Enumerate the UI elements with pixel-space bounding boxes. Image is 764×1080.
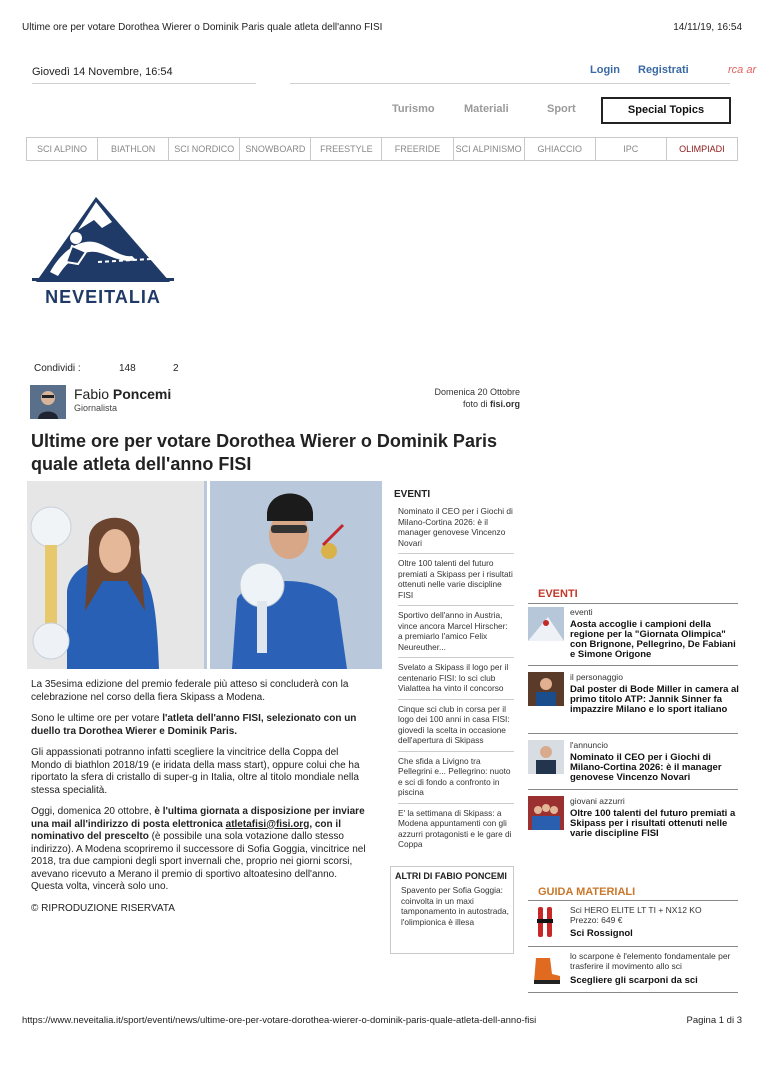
guida-item-title: Sci Rossignol [570,928,633,939]
divider [528,603,738,604]
altri-heading: ALTRI DI FABIO PONCEMI [395,871,507,881]
category-ghiaccio[interactable]: GHIACCIO [525,138,596,160]
page-number: Pagina 1 di 3 [686,1015,742,1026]
author-first-name: Fabio [74,386,110,402]
divider [290,83,730,84]
page-url: https://www.neveitalia.it/sport/eventi/news/ultime-ore-per-votare-dorothea-wierer-o-dominik-paris-quale-atleta-dell-anno-fisi [22,1015,537,1026]
group-thumbnail-icon [528,796,564,830]
share-count-facebook[interactable]: 148 [119,363,136,374]
guida-item[interactable] [528,905,738,945]
divider [528,946,738,947]
paragraph-2-bold: l'atleta dell'anno FISI, selezionato con un duello tra Dorothea Wierer e Dominik Paris. [31,713,357,737]
neveitalia-logo[interactable] [28,192,178,307]
paragraph-2-text: Sono le ultime ore per votare [31,713,163,724]
eventi-item[interactable]: Sportivo dell'anno in Austria, vince ancora Marcel Hirscher: a premiarlo l'amico Felix Neureuther... [398,610,514,658]
category-sci-nordico[interactable]: SCI NORDICO [169,138,240,160]
photo-credit-prefix: foto di [462,399,488,409]
login-link[interactable]: Login [590,64,620,76]
nav-sport[interactable]: Sport [547,103,576,115]
eventi-column [394,489,514,859]
sidebar-news-item[interactable] [528,607,738,663]
current-date: Giovedì 14 Novembre, 16:54 [32,66,173,78]
ski-thumbnail-icon [528,905,564,939]
ski-boot-thumbnail-icon [528,952,564,986]
article-meta [434,386,520,410]
logo-text: NEVEITALIA [45,287,161,307]
divider [528,665,738,666]
altri-item[interactable]: Spavento per Sofia Goggia: coinvolta in un maxi tamponamento in autostrada, l'olimpionica è illesa [401,885,509,927]
share-count-twitter[interactable]: 2 [173,363,179,374]
nav-turismo[interactable]: Turismo [392,103,435,115]
article-date: Domenica 20 Ottobre [434,387,520,397]
eventi-item[interactable]: Nominato il CEO per i Giochi di Milano-Cortina 2026: è il manager genovese Vincenzo Novari [398,506,514,554]
sidebar-news-title: Oltre 100 talenti del futuro premiati a Skipass per i risultati ottenuti nelle varie discipline FISI [570,808,736,839]
paragraph-4-text-a: Oggi, domenica 20 ottobre, [31,806,155,817]
sidebar-news-item[interactable] [528,796,738,846]
eventi-item[interactable]: Svelato a Skipass il logo per il centenario FISI: lo sci club Vialattea ha vinto il concorso [398,662,514,700]
category-snowboard[interactable]: SNOWBOARD [240,138,311,160]
category-freestyle[interactable]: FREESTYLE [311,138,382,160]
category-bar [26,137,738,161]
sidebar-news-category: il personaggio [570,672,623,682]
sidebar-news-title: Dal poster di Bode Miller in camera al primo titolo ATP: Jannik Sinner fa impazzire Milano e lo sport italiano [570,684,739,715]
altri-box [390,866,514,954]
special-topics-button[interactable]: Special Topics [601,97,731,124]
guida-item-price: Prezzo: 649 € [570,915,623,925]
sidebar-news-title: Aosta accoglie i campioni della regione per la "Giornata Olimpica" con Brignone, Pellegrino, De Fabiani e Simone Origone [570,619,736,660]
author-last-name: Poncemi [112,386,172,402]
guida-item-title: Scegliere gli scarponi da sci [570,975,698,986]
divider [32,83,256,84]
photo-credit-source: fisi.org [489,399,520,409]
paragraph-4-text-d: (è possibile una sola votazione dallo stesso indirizzo). A Modena scopriremo il successore di Sofia Goggia, vincitrice nel 2018, tra due campioni degli sport invernali che, proprio nei giorni scorsi, avevano ricevuto a Merano il premio di sportivo altoatesino dell'anno. Questa volta, vincerà solo uno. [31,831,366,892]
divider [528,992,738,993]
nav-materiali[interactable]: Materiali [464,103,509,115]
copyright: © RIPRODUZIONE RISERVATA [31,902,175,914]
author-role: Giornalista [74,403,118,413]
paragraph-2 [31,713,371,738]
author-name[interactable] [74,386,171,402]
person-icon [30,385,66,419]
sidebar-news-category: l'annuncio [570,740,609,750]
category-sci-alpinismo[interactable]: SCI ALPINISMO [454,138,525,160]
photo-credit [434,398,520,410]
share-label: Condividi : [34,363,81,374]
paragraph-4-bold-c: , con il nominativo del prescelto [31,818,341,842]
article-body [31,679,371,924]
sidebar-eventi-heading: EVENTI [538,588,578,600]
divider [528,789,738,790]
person-thumbnail-icon [528,740,564,774]
category-biathlon[interactable]: BIATHLON [98,138,169,160]
sidebar-news-category: eventi [570,607,593,617]
category-sci-alpino[interactable]: SCI ALPINO [27,138,98,160]
guida-materiali-heading: GUIDA MATERIALI [538,886,636,898]
eventi-heading: EVENTI [394,489,431,500]
eventi-item[interactable]: Cinque sci club in corsa per il logo dei 100 anni in casa FISI: giovedì la scelta in occasione dell'apertura di Skipass [398,704,514,752]
mountain-logo-icon [28,192,178,307]
paragraph-3: Gli appassionati potranno infatti scegliere la vincitrice della Coppa del Mondo di biathlon 2018/19 (e iridata della mass start), oppure colui che ha riportato la sfera di cristallo di super-g in Italia, oltre al titolo mondiale nella stessa specialità. [31,747,360,796]
article-title: Ultime ore per votare Dorothea Wierer o Dominik Paris quale atleta dell'anno FISI [31,431,497,474]
eventi-item[interactable]: E' la settimana di Skipass: a Modena appuntamenti con gli azzurri protagonisti e le gare di Coppa [398,807,512,849]
guida-item-category: lo scarpone è l'elemento fondamentale per trasferire il movimento allo sci [570,951,731,971]
register-link[interactable]: Registrati [638,64,689,76]
sidebar-news-item[interactable] [528,672,738,726]
sidebar-news-title: Nominato il CEO per i Giochi di Milano-Cortina 2026: è il manager genovese Vincenzo Novari [570,752,722,783]
divider [528,733,738,734]
sidebar-news-item[interactable] [528,740,738,790]
author-avatar[interactable] [30,385,66,419]
paragraph-4 [31,806,371,894]
paragraph-1: La 35esima edizione del premio federale più atteso si concluderà con la celebrazione nel corso della fiera Skipass a Modena. [31,679,349,703]
paragraph-4-bold: è l'ultima giornata a disposizione per inviare una mail all'indirizzo di posta elettronica [31,806,365,830]
guida-item-category: Sci HERO ELITE LT TI + NX12 KO [570,905,702,915]
print-page-title: Ultime ore per votare Dorothea Wierer o Dominik Paris quale atleta dell'anno FISI [22,22,383,33]
guida-item[interactable] [528,952,738,992]
search-input[interactable]: rca ar [728,64,757,76]
print-datetime: 14/11/19, 16:54 [673,22,742,33]
category-olimpiadi[interactable]: OLIMPIADI [679,144,725,154]
eventi-item[interactable]: Che sfida a Livigno tra Pellegrini e... Pellegrino: nuoto e sci di fondo a confronto in piscina [398,756,514,804]
category-freeride[interactable]: FREERIDE [382,138,453,160]
article-photo [27,481,382,669]
tennis-thumbnail-icon [528,672,564,706]
divider [528,900,738,901]
athletes-photo-icon [27,481,382,669]
email-link[interactable]: atletafisi@fisi.org [225,818,310,830]
sidebar-news-category: giovani azzurri [570,796,625,806]
skier-thumbnail-icon [528,607,564,641]
eventi-item[interactable]: Oltre 100 talenti del futuro premiati a Skipass per i risultati ottenuti nelle varie discipline FISI [398,558,514,606]
category-ipc[interactable]: IPC [596,138,667,160]
